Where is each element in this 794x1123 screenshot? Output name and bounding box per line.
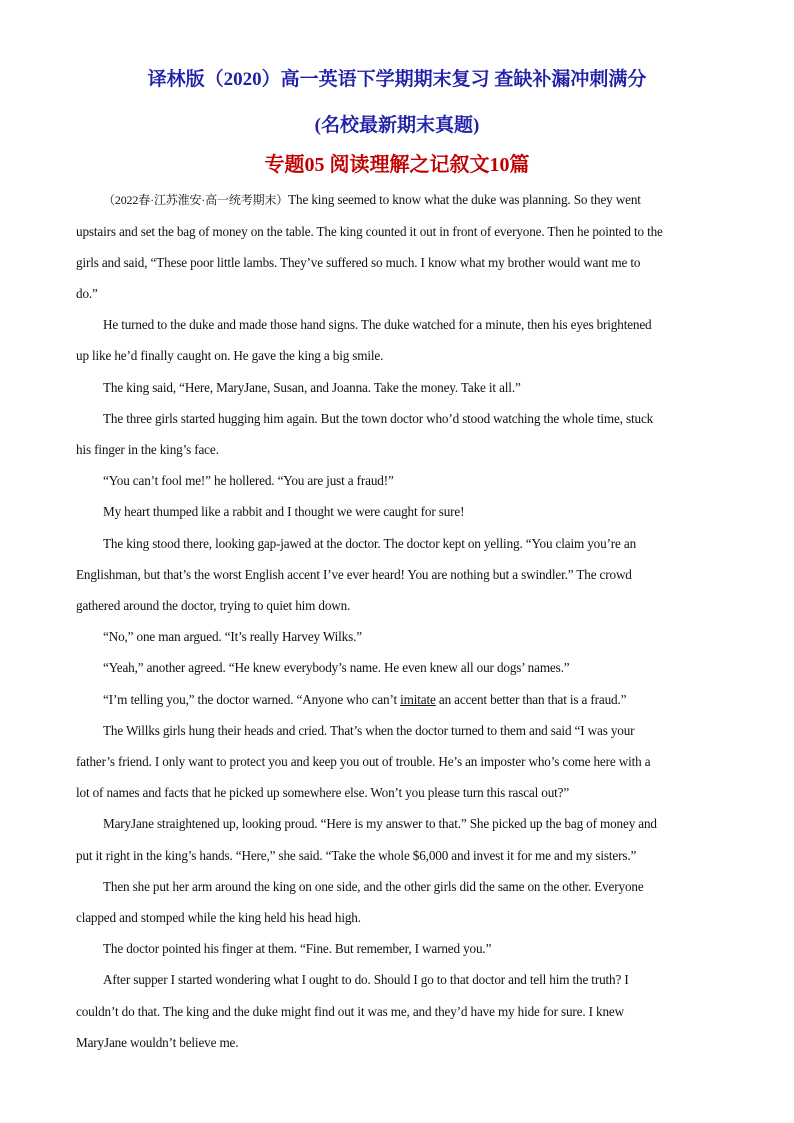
- paragraph-line: Englishman, but that’s the worst English accent I’ve ever heard! You are nothing but a swindler.” The crowd: [76, 567, 632, 582]
- paragraph-line: The king said, “Here, MaryJane, Susan, and Joanna. Take the money. Take it all.”: [103, 380, 521, 395]
- paragraph-line: “No,” one man argued. “It’s really Harvey Wilks.”: [103, 629, 362, 644]
- document-title: 译林版（2020）高一英语下学期期末复习 查缺补漏冲刺满分: [147, 69, 647, 90]
- paragraph-line: The Willks girls hung their heads and cried. That’s when the doctor turned to them and said “I was your: [103, 723, 635, 738]
- paragraph-line: father’s friend. I only want to protect you and keep you out of trouble. He’s an imposter who’s come here with a: [76, 754, 651, 769]
- paragraph-line: clapped and stomped while the king held his head high.: [76, 910, 361, 925]
- paragraph-line: He turned to the duke and made those hand signs. The duke watched for a minute, then his eyes brightened: [103, 317, 652, 332]
- paragraph-line: The king stood there, looking gap-jawed at the doctor. The doctor kept on yelling. “You claim you’re an: [103, 536, 637, 551]
- paragraph-line: his finger in the king’s face.: [76, 442, 219, 457]
- paragraph-line: couldn’t do that. The king and the duke might find out it was me, and they’d have my hide for sure. I knew: [76, 1004, 624, 1019]
- paragraph-line: gathered around the doctor, trying to quiet him down.: [76, 598, 351, 613]
- source-tag: （2022春·江苏淮安·高一统考期末）: [103, 193, 289, 207]
- paragraph-line: “I’m telling you,” the doctor warned. “Anyone who can’t imitate an accent better than that is a fraud.”: [103, 692, 627, 707]
- paragraph-line: lot of names and facts that he picked up somewhere else. Won’t you please turn this rascal out?”: [76, 785, 570, 800]
- paragraph-line: do.”: [76, 286, 98, 301]
- paragraph-line: put it right in the king’s hands. “Here,” she said. “Take the whole $6,000 and invest it for me and my sisters.”: [76, 848, 637, 863]
- paragraph-line: “You can’t fool me!” he hollered. “You are just a fraud!”: [103, 473, 394, 488]
- paragraph-line: MaryJane wouldn’t believe me.: [76, 1035, 239, 1050]
- paragraph-line: The doctor pointed his finger at them. “Fine. But remember, I warned you.”: [103, 941, 492, 956]
- underlined-word: imitate: [400, 692, 436, 707]
- paragraph-line: Then she put her arm around the king on one side, and the other girls did the same on the other. Everyone: [103, 879, 644, 894]
- paragraph-line: MaryJane straightened up, looking proud. “Here is my answer to that.” She picked up the bag of money and: [103, 816, 657, 831]
- section-title: 专题05 阅读理解之记叙文10篇: [264, 154, 530, 176]
- paragraph-line: upstairs and set the bag of money on the table. The king counted it out in front of everyone. Then he pointed to the: [76, 224, 663, 239]
- paragraph-line: girls and said, “These poor little lambs. They’ve suffered so much. I know what my brother would want me to: [76, 255, 641, 270]
- paragraph-line: up like he’d finally caught on. He gave the king a big smile.: [76, 348, 384, 363]
- paragraph-line: “Yeah,” another agreed. “He knew everybody’s name. He even knew all our dogs’ names.”: [103, 660, 570, 675]
- paragraph-line: （2022春·江苏淮安·高一统考期末）The king seemed to know what the duke was planning. So they went: [103, 192, 641, 207]
- paragraph-line: After supper I started wondering what I ought to do. Should I go to that doctor and tell him the truth? I: [103, 972, 629, 987]
- document-subtitle: (名校最新期末真题): [314, 115, 480, 136]
- paragraph-line: My heart thumped like a rabbit and I thought we were caught for sure!: [103, 504, 465, 519]
- paragraph-line: The three girls started hugging him again. But the town doctor who’d stood watching the whole time, stuck: [103, 411, 654, 426]
